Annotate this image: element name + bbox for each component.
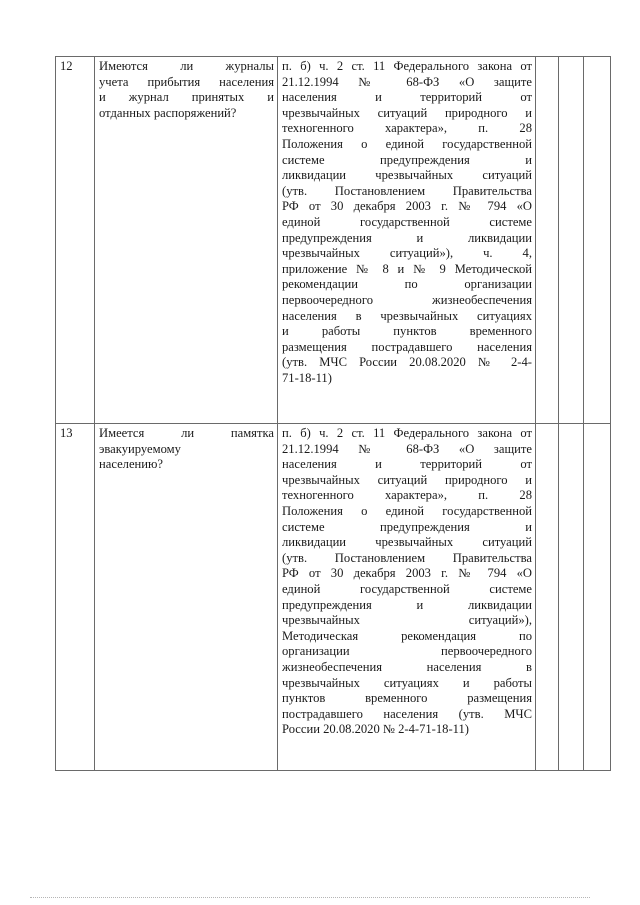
reference-line: предупреждения и ликвидации [282, 230, 532, 245]
reference-line: п. б) ч. 2 ст. 11 Федерального закона от [282, 59, 532, 73]
reference-line: рекомендации по организации [282, 277, 532, 292]
reference-line: Методическая рекомендация по [282, 628, 532, 643]
answer-cell-na[interactable] [584, 424, 611, 771]
reference-line: приложение № 8 и № 9 Методической [282, 261, 532, 276]
reference-line: 21.12.1994 № 68-ФЗ «О защите [282, 74, 532, 89]
question-line: и журнал принятых и [99, 90, 274, 105]
checklist-table-body [56, 57, 611, 771]
table-row [56, 424, 611, 771]
legal-reference-cell [278, 424, 536, 771]
reference-line: системе предупреждения и [282, 152, 532, 167]
reference-line: чрезвычайных ситуаций»), ч. 4, [282, 246, 532, 261]
page-bottom-rule [30, 897, 590, 898]
reference-line: населения и территорий от [282, 90, 532, 105]
reference-line: чрезвычайных ситуаций»), [282, 613, 532, 628]
reference-line: пострадавшего населения (утв. МЧС [282, 706, 532, 721]
table-row [56, 57, 611, 424]
reference-line: предупреждения и ликвидации [282, 597, 532, 612]
answer-cell-no[interactable] [559, 424, 584, 771]
legal-reference-cell [278, 57, 536, 424]
question-line: Имеются ли журналы [99, 59, 274, 73]
row-number-cell [56, 57, 95, 424]
question-line: учета прибытия населения [99, 74, 274, 89]
reference-line: населения и территорий от [282, 457, 532, 472]
reference-line: техногенного характера», п. 28 [282, 121, 532, 136]
reference-line: населения в чрезвычайных ситуациях [282, 308, 532, 323]
reference-line: чрезвычайных ситуаций природного и [282, 105, 532, 120]
reference-line: РФ от 30 декабря 2003 г. № 794 «О [282, 566, 532, 581]
reference-line: ликвидации чрезвычайных ситуаций [282, 168, 532, 183]
reference-line: ликвидации чрезвычайных ситуаций [282, 535, 532, 550]
checklist-table [55, 56, 611, 771]
question-cell [95, 424, 278, 771]
reference-line: (утв. Постановлением Правительства [282, 550, 532, 565]
row-number-cell [56, 424, 95, 771]
answer-cell-na[interactable] [584, 57, 611, 424]
reference-line: организации первоочередного [282, 644, 532, 659]
reference-line: пунктов временного размещения [282, 691, 532, 706]
row-number: 12 [60, 59, 73, 73]
reference-line: размещения пострадавшего населения [282, 339, 532, 354]
reference-line: системе предупреждения и [282, 519, 532, 534]
reference-line: единой государственной системе [282, 581, 532, 596]
reference-line: России 20.08.2020 № 2-4-71-18-11) [282, 722, 469, 737]
answer-cell-yes[interactable] [536, 57, 559, 424]
reference-line: 71-18-11) [282, 370, 332, 385]
reference-line: чрезвычайных ситуаций природного и [282, 472, 532, 487]
question-line: Имеется ли памятка [99, 426, 274, 440]
question-line: эвакуируемому [99, 441, 181, 456]
reference-line: РФ от 30 декабря 2003 г. № 794 «О [282, 199, 532, 214]
reference-line: Положения о единой государственной [282, 136, 532, 151]
question-line: населению? [99, 457, 164, 472]
reference-line: и работы пунктов временного [282, 324, 532, 339]
reference-line: (утв. Постановлением Правительства [282, 183, 532, 198]
question-cell [95, 57, 278, 424]
reference-line: 21.12.1994 № 68-ФЗ «О защите [282, 441, 532, 456]
reference-line: (утв. МЧС России 20.08.2020 № 2-4- [282, 355, 532, 370]
reference-line: п. б) ч. 2 ст. 11 Федерального закона от [282, 426, 532, 440]
reference-line: техногенного характера», п. 28 [282, 488, 532, 503]
row-number: 13 [60, 426, 73, 440]
reference-line: первоочередного жизнеобеспечения [282, 292, 532, 307]
answer-cell-yes[interactable] [536, 424, 559, 771]
reference-line: единой государственной системе [282, 214, 532, 229]
reference-line: Положения о единой государственной [282, 503, 532, 518]
reference-line: жизнеобеспечения населения в [282, 659, 532, 674]
reference-line: чрезвычайных ситуациях и работы [282, 675, 532, 690]
answer-cell-no[interactable] [559, 57, 584, 424]
question-line: отданных распоряжений? [99, 105, 237, 120]
